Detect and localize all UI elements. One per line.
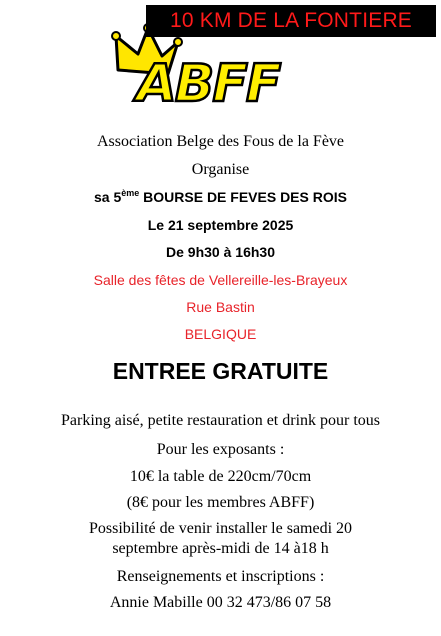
event-date: Le 21 septembre 2025 — [147, 217, 294, 233]
event-ordinal: ème — [121, 188, 140, 198]
event-name: BOURSE DE FEVES DES ROIS — [139, 189, 347, 205]
event-title — [0, 189, 441, 205]
venue-street: Rue Bastin — [186, 299, 255, 315]
setup-info-line2: septembre après-midi de 14 à18 h — [112, 540, 329, 557]
logo-text: ABFF — [136, 54, 280, 114]
contact-info: Annie Mabille 00 32 473/86 07 58 — [109, 594, 332, 611]
event-prefix: sa 5 — [94, 189, 122, 205]
free-entry-heading: ENTREE GRATUITE — [112, 358, 329, 384]
table-price: 10€ la table de 220cm/70cm — [129, 468, 312, 485]
member-price: (8€ pour les membres ABFF) — [126, 494, 315, 511]
setup-info-line1: Possibilité de venir installer le samedi 20 — [88, 520, 353, 537]
parking-info: Parking aisé, petite restauration et drink pour tous — [60, 412, 381, 429]
event-hours: De 9h30 à 16h30 — [166, 244, 275, 260]
association-name: Association Belge des Fous de la Fève — [96, 133, 345, 150]
header-banner: 10 KM DE LA FONTIERE — [146, 5, 436, 37]
exhibitors-label: Pour les exposants : — [156, 441, 285, 458]
organise-label: Organise — [191, 161, 250, 178]
info-label: Renseignements et inscriptions : — [116, 568, 325, 585]
venue-name: Salle des fêtes de Vellereille-les-Brayeux — [93, 272, 348, 288]
venue-country: BELGIQUE — [184, 326, 257, 342]
